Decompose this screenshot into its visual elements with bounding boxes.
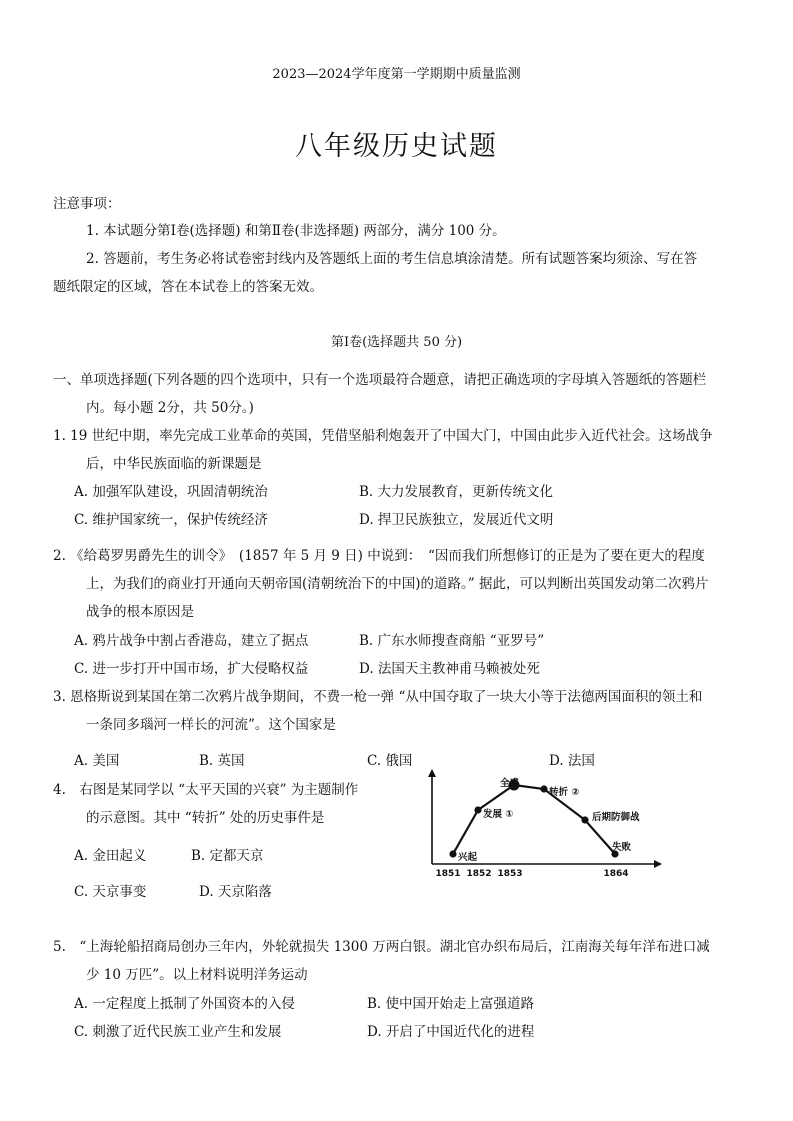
- notice-heading: 注意事项：: [53, 196, 121, 212]
- question-1-option-a: A. 加强军队建设，巩固清朝统治: [74, 484, 268, 500]
- question-1-option-c: C. 维护国家统一，保护传统经济: [74, 512, 268, 528]
- question-4-stem-line-2: 的示意图。其中 “转折” 处的历史事件是: [86, 810, 325, 826]
- stage-label: 后期防御战: [592, 812, 640, 823]
- stage-label: 发展 ①: [483, 809, 514, 820]
- tick-layer: [435, 869, 628, 879]
- question-3-stem-line-1: 3. 恩格斯说到某国在第二次鸦片战争期间，不费一枪一弹 “从中国夺取了一块大小等于法德两国面积的领土和: [53, 689, 703, 705]
- question-2-stem-line-1: 2. 《给葛罗男爵先生的训令》 (1857 年 5 月 9 日) 中说到： “因而我们所想修订的正是为了要在更大的程度: [53, 548, 705, 564]
- section-title: 第Ⅰ卷(选择题共 50 分): [330, 335, 463, 350]
- stage-label: 失败: [612, 842, 632, 853]
- stage-point: [581, 816, 588, 823]
- taiping-rise-fall-chart: [422, 768, 666, 880]
- y-axis-arrow: [428, 769, 436, 777]
- x-tick-label: 1851: [435, 869, 461, 879]
- question-4-option-a: A. 金田起义: [74, 848, 147, 864]
- stage-label: 兴起: [458, 852, 478, 863]
- question-5-option-b: B. 使中国开始走上富强道路: [367, 996, 535, 1012]
- stage-label: 全盛: [500, 778, 520, 789]
- part-one-instruction-line-2: 内。每小题 2分，共 50分。): [86, 400, 254, 416]
- x-tick-label: 1852: [466, 869, 492, 879]
- stage-point: [540, 785, 547, 792]
- page-title: 八年级历史试题: [295, 131, 498, 162]
- question-3-stem-line-2: 一条同多瑙河一样长的河流”。这个国家是: [86, 717, 336, 733]
- x-tick-label: 1864: [603, 869, 629, 879]
- stage-label: 转折 ②: [549, 787, 580, 798]
- question-4-option-c: C. 天京事变: [74, 884, 147, 900]
- question-4-option-b: B. 定都天京: [191, 848, 264, 864]
- question-2-stem-line-3: 战争的根本原因是: [86, 604, 194, 620]
- series-layer: [449, 777, 640, 863]
- question-5-stem-line-1: 5. “上海轮船招商局创办三年内，外轮就损失 1300 万两白银。湖北官办织布局后，江南海关每年洋布进口减: [53, 939, 710, 955]
- question-4-stem-line-1: 4. 右图是某同学以 “太平天国的兴衰” 为主题制作: [53, 782, 359, 798]
- question-5-option-a: A. 一定程度上抵制了外国资本的入侵: [74, 996, 295, 1012]
- part-one-instruction-line-1: 一、单项选择题(下列各题的四个选项中，只有一个选项最符合题意，请把正确选项的字母填入答题纸的答题栏: [53, 372, 707, 388]
- question-1-stem-line-1: 1. 19 世纪中期，率先完成工业革命的英国，凭借坚船利炮轰开了中国大门，中国由此步入近代社会。这场战争: [53, 428, 713, 444]
- question-2-option-d: D. 法国天主教神甫马赖被处死: [359, 661, 540, 677]
- question-5-option-d: D. 开启了中国近代化的进程: [367, 1024, 535, 1040]
- question-1-option-b: B. 大力发展教育，更新传统文化: [359, 484, 554, 500]
- question-2-option-c: C. 进一步打开中国市场，扩大侵略权益: [74, 661, 309, 677]
- notice-item-2-line-2: 题纸限定的区域，答在本试卷上的答案无效。: [53, 279, 323, 295]
- stage-point: [449, 850, 456, 857]
- question-2-option-b: B. 广东水师搜查商船 “亚罗号”: [359, 633, 545, 649]
- notice-item-1: 1. 本试题分第Ⅰ卷(选择题) 和第Ⅱ卷(非选择题) 两部分，满分 100 分。: [86, 223, 506, 239]
- question-5-option-c: C. 刺激了近代民族工业产生和发展: [74, 1024, 282, 1040]
- question-3-option-d: D. 法国: [549, 753, 595, 769]
- x-axis-arrow: [654, 860, 662, 868]
- series-line: [453, 785, 615, 854]
- notice-item-2-line-1: 2. 答题前，考生务必将试卷密封线内及答题纸上面的考生信息填涂清楚。所有试题答案均须涂、写在答: [86, 251, 698, 267]
- question-2-option-a: A. 鸦片战争中割占香港岛，建立了据点: [74, 633, 309, 649]
- question-5-stem-line-2: 少 10 万匹”。以上材料说明洋务运动: [86, 967, 308, 983]
- question-3-option-a: A. 美国: [74, 753, 120, 769]
- stage-point: [474, 806, 481, 813]
- question-1-stem-line-2: 后，中华民族面临的新课题是: [86, 456, 262, 472]
- x-tick-label: 1853: [497, 869, 523, 879]
- question-3-option-b: B. 英国: [199, 753, 245, 769]
- question-1-option-d: D. 捍卫民族独立，发展近代文明: [359, 512, 554, 528]
- question-3-option-c: C. 俄国: [367, 753, 413, 769]
- question-4-option-d: D. 天京陷落: [199, 884, 272, 900]
- exam-header: 2023—2024学年度第一学期期中质量监测: [272, 67, 521, 82]
- question-2-stem-line-2: 上，为我们的商业打开通向天朝帝国(清朝统治下的中国)的道路。” 据此，可以判断出英国发动第二次鸦片: [86, 576, 709, 592]
